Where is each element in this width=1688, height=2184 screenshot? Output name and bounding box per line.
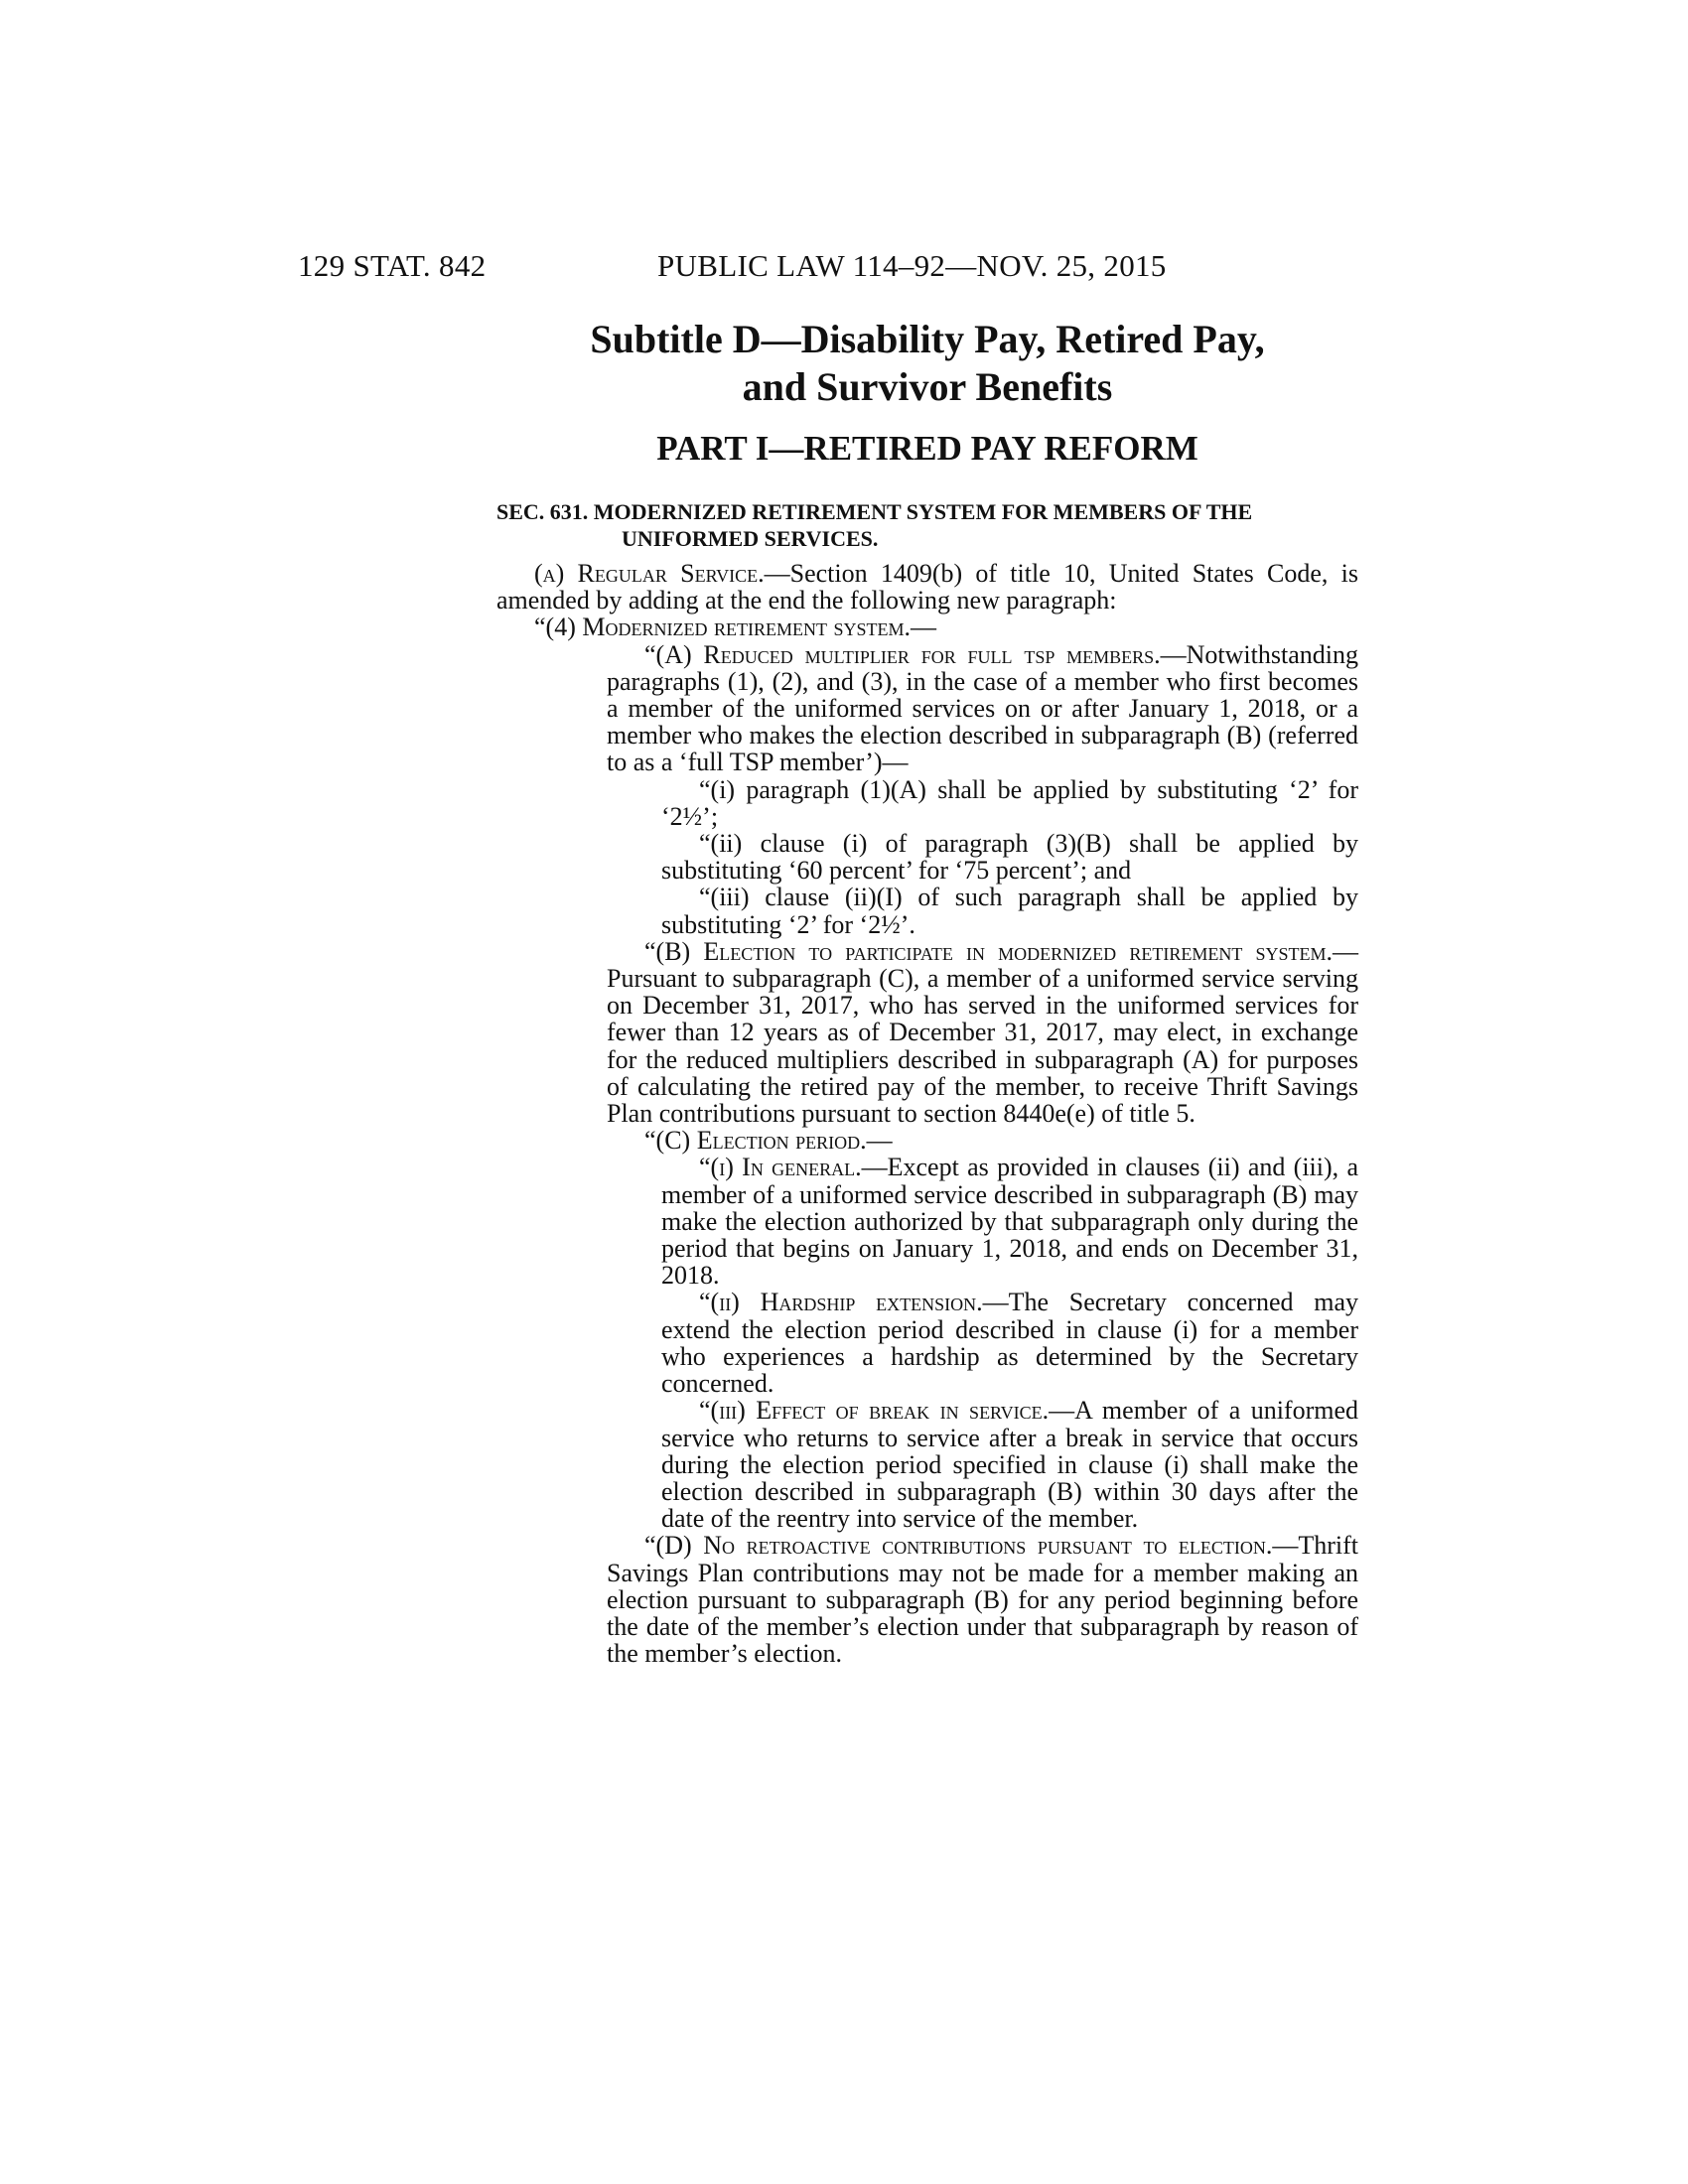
section-heading-line-2: UNIFORMED SERVICES. xyxy=(622,526,879,551)
subparagraph-b-text: —Pursuant to subparagraph (C), a member of a uniformed service serving on December 31, 2017, who has served in the uniformed services for fewer than 12 years as of December 31, 2017, may elect, in exchange for the reduced multipliers described in subparagraph (A) for purposes of calculating the retired pay of the member, to receive Thrift Savings Plan contributions pursuant to section 8440e(e) of title 5. xyxy=(607,936,1358,1129)
subsection-a-text: —Section 1409(b) of title 10, United States Code, is amended by adding at the end the following new paragraph: xyxy=(496,559,1358,615)
subparagraph-a-heading: “(A) Reduced multiplier for full tsp members. xyxy=(644,639,1161,669)
clause-a-i: “(i) paragraph (1)(A) shall be applied by substituting ‘2’ for ‘2½’; xyxy=(661,774,1358,831)
paragraph-4-dash: — xyxy=(910,613,936,642)
subparagraph-a xyxy=(496,641,1358,776)
section-body xyxy=(496,560,1358,1667)
subsection-a xyxy=(496,560,1358,614)
clause-c-i xyxy=(496,1154,1358,1289)
clause-c-ii-heading: “(ii) Hardship extension. xyxy=(699,1288,983,1317)
paragraph-4-heading: “(4) Modernized retirement system. xyxy=(534,613,911,642)
clause-c-i-heading: “(i) In general. xyxy=(699,1153,862,1182)
subparagraph-d-text: —Thrift Savings Plan contributions may not be made for a member making an election pursuant to subparagraph (B) for any period beginning before the date of the member’s election under that subparagraph by reason of the member’s election. xyxy=(607,1531,1358,1669)
subparagraph-b xyxy=(496,938,1358,1127)
clause-c-ii xyxy=(496,1289,1358,1397)
subsection-a-heading: (a) Regular Service. xyxy=(534,559,765,588)
part-heading: PART I—RETIRED PAY REFORM xyxy=(656,429,1198,468)
subparagraph-a-text: —Notwithstanding paragraphs (1), (2), and (3), in the case of a member who first becomes a member of the uniformed services on or after January 1, 2018, or a member who makes the election described in subparagraph (B) (referred to as a ‘full TSP member’)— xyxy=(607,639,1358,777)
stat-page-number: 129 STAT. 842 xyxy=(298,248,487,283)
clause-c-iii xyxy=(496,1397,1358,1532)
subparagraph-b-heading: “(B) Election to participate in modernized retirement system. xyxy=(644,936,1333,966)
subparagraph-c xyxy=(496,1127,1358,1154)
subparagraph-d xyxy=(496,1532,1358,1667)
clause-c-iii-heading: “(iii) Effect of break in service. xyxy=(699,1396,1050,1426)
subtitle-heading xyxy=(496,316,1358,411)
subparagraph-c-dash: — xyxy=(866,1126,893,1156)
section-heading xyxy=(496,498,1358,552)
clause-c-ii-text: —The Secretary concerned may extend the election period described in clause (i) for a member who experiences a hardship as determined by the Secretary concerned. xyxy=(661,1288,1358,1399)
clause-a-ii: “(ii) clause (i) of paragraph (3)(B) shall be applied by substituting ‘60 percent’ for ‘75 percent’; and xyxy=(661,829,1358,886)
subtitle-line-1: Subtitle D—Disability Pay, Retired Pay, xyxy=(590,317,1265,361)
subparagraph-d-heading: “(D) No retroactive contributions pursuant to election. xyxy=(644,1531,1273,1561)
clause-c-iii-text: —A member of a uniformed service who returns to service after a break in service that occurs during the election period specified in clause (i) shall make the election described in subparagraph (B) within 30 days after the date of the reentry into service of the member. xyxy=(661,1396,1359,1534)
subtitle-line-2: and Survivor Benefits xyxy=(742,364,1113,409)
clause-c-i-text: —Except as provided in clauses (ii) and (iii), a member of a uniformed service described in subparagraph (B) may make the election authorized by that subparagraph only during the period that begins on January 1, 2018, and ends on December 31, 2018. xyxy=(661,1153,1359,1291)
section-heading-line-1: SEC. 631. MODERNIZED RETIREMENT SYSTEM FOR MEMBERS OF THE xyxy=(496,499,1253,524)
subparagraph-c-heading: “(C) Election period. xyxy=(644,1126,867,1156)
paragraph-4 xyxy=(496,614,1358,640)
law-citation: PUBLIC LAW 114–92—NOV. 25, 2015 xyxy=(657,248,1167,283)
clause-a-iii: “(iii) clause (ii)(I) of such paragraph shall be applied by substituting ‘2’ for ‘2½’. xyxy=(661,883,1358,939)
